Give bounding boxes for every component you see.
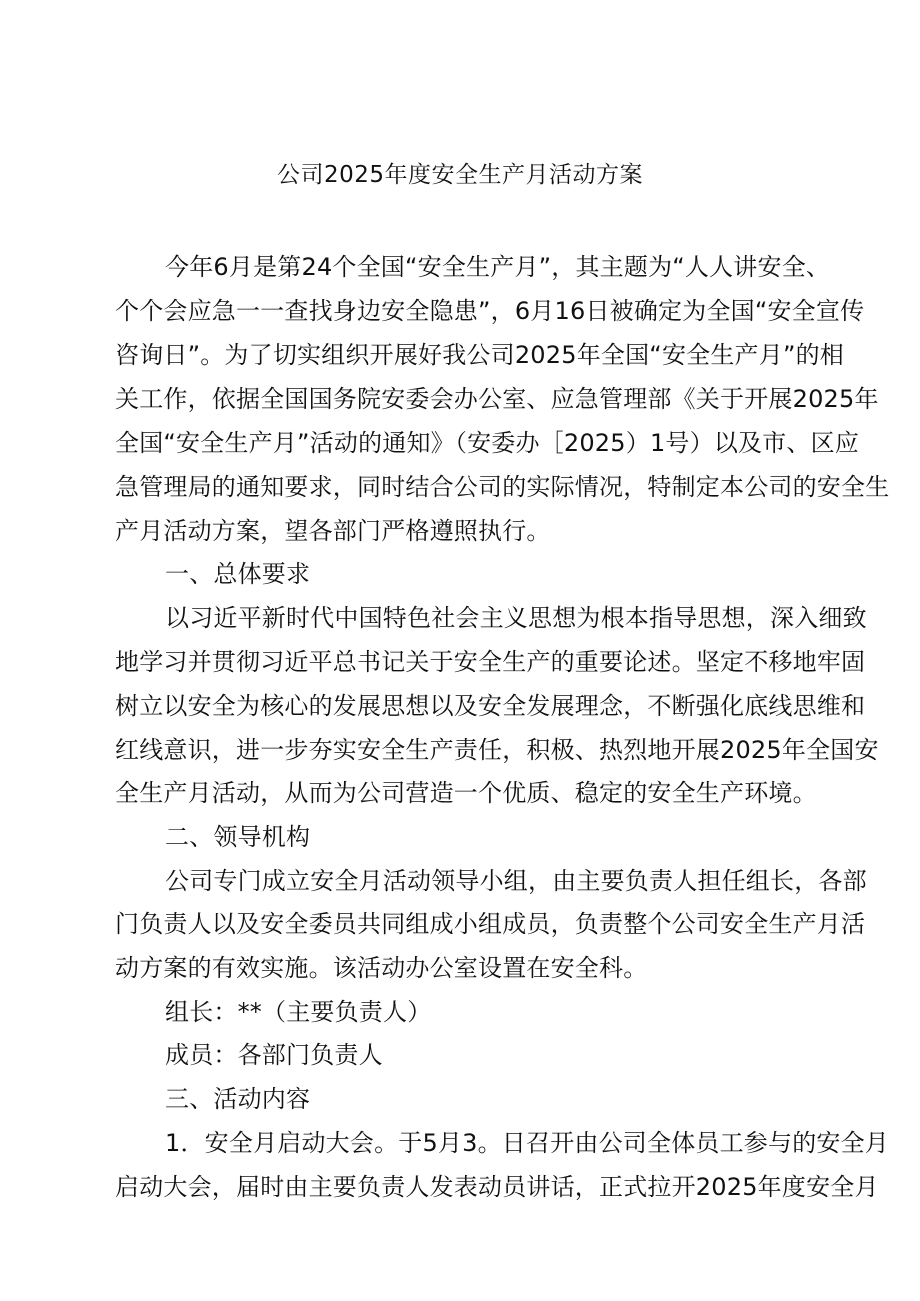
section-heading: 一、总体要求 [165, 560, 311, 588]
paragraph-line: 关工作，依据全国国务院安委会办公室、应急管理部《关于开展2025年 [115, 385, 879, 413]
section-heading: 三、活动内容 [165, 1085, 311, 1113]
paragraph-line: 咨询日”。为了切实组织开展好我公司2025年全国“安全生产月”的相 [115, 341, 844, 369]
paragraph-line: 以习近平新时代中国特色社会主义思想为根本指导思想，深入细致 [165, 604, 867, 632]
paragraph-line: 产月活动方案，望各部门严格遵照执行。 [115, 517, 551, 545]
paragraph-line: 动方案的有效实施。该活动办公室设置在安全科。 [115, 954, 648, 982]
paragraph-line: 个个会应急一一查找身边安全隐患”，6月16日被确定为全国“安全宣传 [115, 297, 865, 325]
paragraph-line: 门负责人以及安全委员共同组成小组成员，负责整个公司安全生产月活 [115, 910, 866, 938]
paragraph-line: 启动大会，届时由主要负责人发表动员讲话，正式拉开2025年度安全月 [115, 1173, 879, 1201]
paragraph-line: 1．安全月启动大会。于5月3。日召开由公司全体员工参与的安全月 [165, 1129, 890, 1157]
paragraph-line: 红线意识，进一步夯实安全生产责任，积极、热烈地开展2025年全国安 [115, 736, 879, 764]
paragraph-line: 成员：各部门负责人 [165, 1041, 383, 1069]
paragraph-line: 全生产月活动，从而为公司营造一个优质、稳定的安全生产环境。 [115, 779, 817, 807]
document-title: 公司2025年度安全生产月活动方案 [276, 162, 644, 188]
paragraph-line: 全国“安全生产月”活动的通知》（安委办［2025）1号）以及市、区应 [115, 429, 860, 457]
section-heading: 二、领导机构 [165, 823, 311, 851]
paragraph-line: 组长：**（主要负责人） [165, 998, 432, 1026]
paragraph-line: 地学习并贯彻习近平总书记关于安全生产的重要论述。坚定不移地牢固 [115, 648, 866, 676]
paragraph-line: 公司专门成立安全月活动领导小组，由主要负责人担任组长，各部 [165, 867, 867, 895]
paragraph-line: 树立以安全为核心的发展思想以及安全发展理念，不断强化底线思维和 [115, 692, 866, 720]
paragraph-line: 急管理局的通知要求，同时结合公司的实际情况，特制定本公司的安全生 [115, 473, 890, 501]
paragraph-line: 今年6月是第24个全国“安全生产月”，其主题为“人人讲安全、 [165, 253, 831, 281]
